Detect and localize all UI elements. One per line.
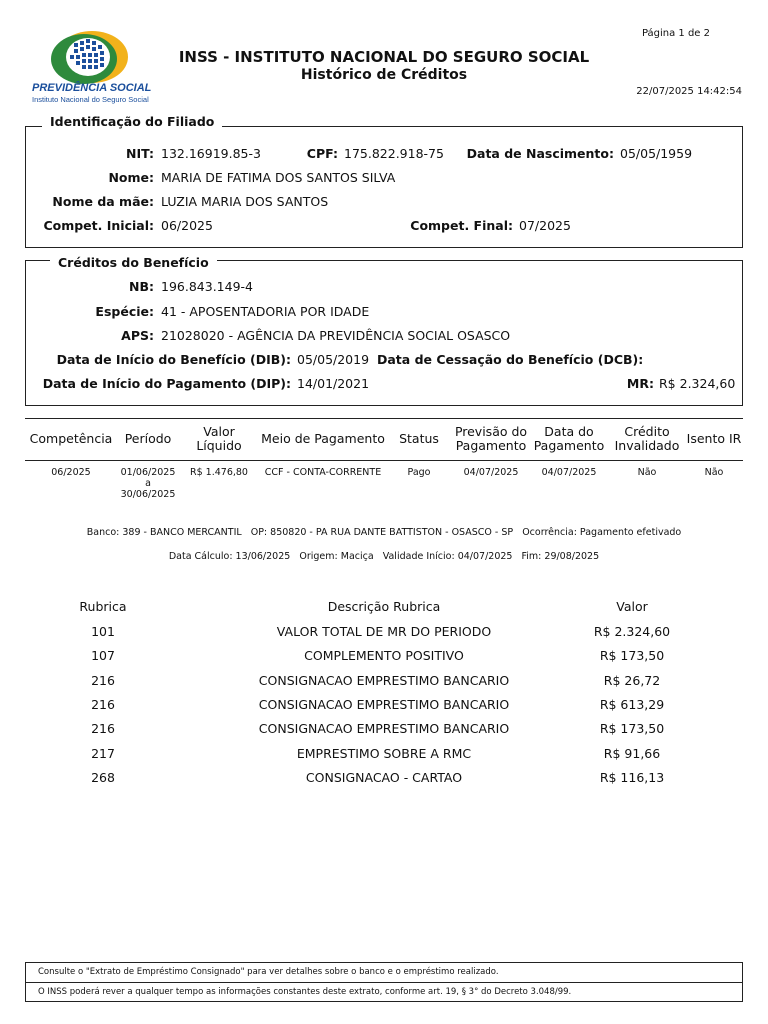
rubrica-description: CONSIGNACAO EMPRESTIMO BANCARIO <box>258 672 510 688</box>
col-data-pagamento: Data do Pagamento <box>533 424 605 453</box>
dcb-label: Data de Cessação do Benefício (DCB): <box>377 352 644 367</box>
col-status: Status <box>399 431 439 446</box>
rubrica-value: R$ 173,50 <box>599 648 665 664</box>
col-previsao-pagamento: Previsão do Pagamento <box>454 424 528 453</box>
nb-value: 196.843.149-4 <box>161 279 253 294</box>
compet-inicial-value: 06/2025 <box>161 218 213 233</box>
col-isento-ir: Isento IR <box>686 431 742 446</box>
page-number: Página 1 de 2 <box>641 28 710 39</box>
cell-isento-ir: Não <box>704 467 724 478</box>
rubrica-code: 216 <box>91 696 115 712</box>
mr-value: R$ 2.324,60 <box>659 376 736 391</box>
filiado-legend: Identificação do Filiado <box>42 114 222 129</box>
compet-final-label: Compet. Final: <box>410 218 513 233</box>
rubrica-code: 101 <box>91 624 115 639</box>
rubrica-value: R$ 26,72 <box>603 672 661 688</box>
col-periodo: Período <box>124 431 172 446</box>
especie-label: Espécie: <box>95 304 154 319</box>
nit-value: 132.16919.85-3 <box>161 146 261 161</box>
rubrica-description: CONSIGNACAO EMPRESTIMO BANCARIO <box>258 696 510 712</box>
mr-label: MR: <box>626 376 654 391</box>
cpf-label: CPF: <box>306 146 338 161</box>
rubrica-value: R$ 2.324,60 <box>593 624 671 639</box>
rubrica-code: 268 <box>91 769 115 785</box>
cell-data-pagamento: 04/07/2025 <box>541 467 597 478</box>
compet-final-value: 07/2025 <box>519 218 571 233</box>
rubrica-value: R$ 613,29 <box>599 696 665 712</box>
beneficio-legend: Créditos do Benefício <box>50 255 217 270</box>
nb-label: NB: <box>129 279 154 294</box>
cell-previsao: 04/07/2025 <box>463 467 519 478</box>
page-title: INSS - INSTITUTO NACIONAL DO SEGURO SOCIAL <box>178 48 590 66</box>
cell-valor-liquido: R$ 1.476,80 <box>190 467 248 478</box>
nit-label: NIT: <box>126 146 154 161</box>
dip-value: 14/01/2021 <box>297 376 370 391</box>
descricao-col: Descrição Rubrica <box>327 599 441 614</box>
calc-info: Data Cálculo: 13/06/2025 Origem: Maciça Validade Início: 04/07/2025 Fim: 29/08/2025 <box>168 551 600 562</box>
cell-periodo: 01/06/2025 a 30/06/2025 <box>120 467 176 500</box>
col-competencia: Competência <box>29 431 113 446</box>
valor-col: Valor <box>616 599 648 614</box>
nome-label: Nome: <box>108 170 154 185</box>
mae-value: LUZIA MARIA DOS SANTOS <box>161 194 329 209</box>
rubrica-value: R$ 173,50 <box>599 721 665 737</box>
footer-notes <box>25 962 743 1002</box>
table-top-rule <box>25 418 743 419</box>
rubrica-code: 217 <box>91 745 115 761</box>
aps-label: APS: <box>121 328 154 343</box>
nome-value: MARIA DE FATIMA DOS SANTOS SILVA <box>161 170 396 185</box>
especie-value: 41 - APOSENTADORIA POR IDADE <box>161 304 370 319</box>
footer-note-legal: O INSS poderá rever a qualquer tempo as informações constantes deste extrato, conforme art. 19, § 3° do Decreto 3.048/99. <box>26 982 742 1001</box>
col-credito-invalidado: Crédito Invalidado <box>614 424 680 453</box>
rubrica-value: R$ 116,13 <box>599 769 665 785</box>
rubrica-code: 216 <box>91 721 115 737</box>
dip-label: Data de Início do Pagamento (DIP): <box>42 376 291 391</box>
rubrica-description: COMPLEMENTO POSITIVO <box>304 648 464 664</box>
logo-subtitle: Instituto Nacional do Seguro Social <box>32 95 149 104</box>
logo-name: PREVIDÊNCIA SOCIAL <box>32 82 152 94</box>
rubrica-value: R$ 91,66 <box>603 745 661 761</box>
nascimento-value: 05/05/1959 <box>620 146 693 161</box>
cell-meio-pagamento: CCF - CONTA-CORRENTE <box>264 467 382 478</box>
rubrica-code: 216 <box>91 672 115 688</box>
rubrica-code: 107 <box>91 648 115 664</box>
dib-label: Data de Início do Benefício (DIB): <box>56 352 291 367</box>
cell-competencia: 06/2025 <box>51 467 91 478</box>
rubrica-description: CONSIGNACAO EMPRESTIMO BANCARIO <box>258 721 510 737</box>
cell-credito-invalidado: Não <box>637 467 657 478</box>
rubrica-description: EMPRESTIMO SOBRE A RMC <box>296 745 472 761</box>
col-meio-pagamento: Meio de Pagamento <box>261 431 385 446</box>
footer-note-consignado: Consulte o "Extrato de Empréstimo Consignado" para ver detalhes sobre o banco e o empréstimo realizado. <box>38 967 499 977</box>
dib-value: 05/05/2019 <box>297 352 370 367</box>
cell-status: Pago <box>407 467 431 478</box>
cpf-value: 175.822.918-75 <box>344 146 444 161</box>
col-valor-liquido: Valor Líquido <box>196 424 242 453</box>
aps-value: 21028020 - AGÊNCIA DA PREVIDÊNCIA SOCIAL OSASCO <box>161 328 511 343</box>
rubrica-description: VALOR TOTAL DE MR DO PERIODO <box>276 624 492 639</box>
issue-datetime: 22/07/2025 14:42:54 <box>636 86 742 97</box>
table-header-rule <box>25 460 743 461</box>
nascimento-label: Data de Nascimento: <box>466 146 614 161</box>
bank-info: Banco: 389 - BANCO MERCANTIL OP: 850820 - PA RUA DANTE BATTISTON - OSASCO - SP Ocorrência: Pagamento efetivado <box>86 527 682 538</box>
rubrica-description: CONSIGNACAO - CARTAO <box>305 769 463 785</box>
rubrica-col: Rubrica <box>79 599 127 614</box>
mae-label: Nome da mãe: <box>52 194 154 209</box>
compet-inicial-label: Compet. Inicial: <box>43 218 154 233</box>
page-subtitle: Histórico de Créditos <box>300 67 468 83</box>
